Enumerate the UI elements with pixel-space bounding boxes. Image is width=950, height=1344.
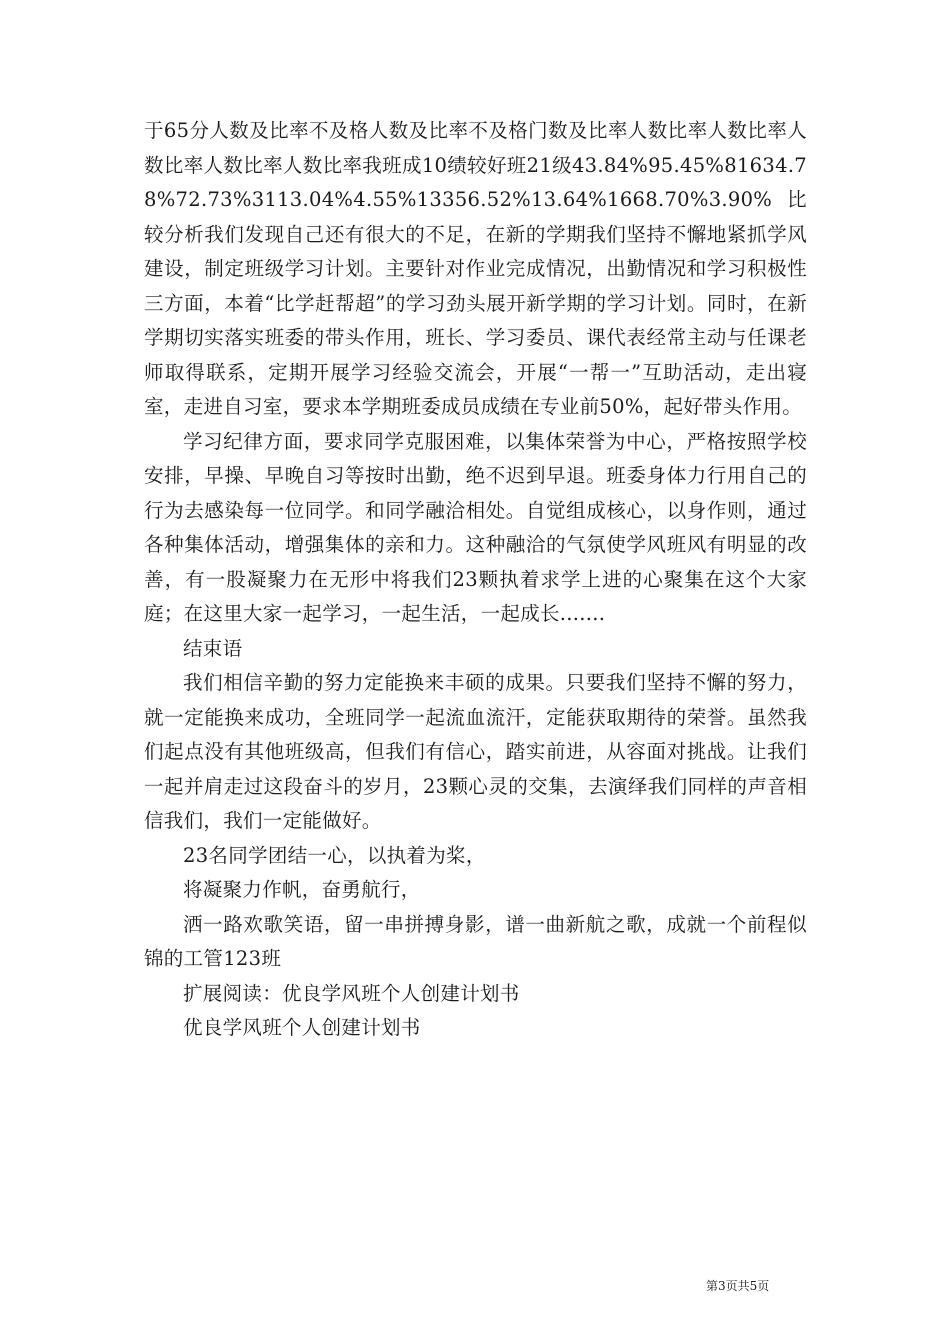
- section-heading-conclusion: 结束语: [183, 636, 243, 660]
- poem-line-3: 洒一路欢歌笑语，留一串拼搏身影，谱一曲新航之歌，成就一个前程似锦的工管123班: [144, 912, 807, 970]
- poem-line-1: 23名同学团结一心，以执着为桨，: [183, 843, 486, 867]
- page-number-footer: 第3页共5页: [706, 1279, 770, 1293]
- document-body: [144, 114, 807, 1046]
- paragraph-conclusion: 我们相信辛勤的努力定能换来丰硕的成果。只要我们坚持不懈的努力，就一定能换来成功，全班同学一起流血流汗，定能获取期待的荣誉。虽然我们起点没有其他班级高，但我们有信心，踏实前进，从容面对挑战。让我们一起并肩走过这段奋斗的岁月，23颗心灵的交集，去演绎我们同样的声音相信我们，我们一定能做好。: [144, 671, 807, 832]
- poem-line-2: 将凝聚力作帆，奋勇航行，: [183, 878, 421, 901]
- paragraph-statistics: 于65分人数及比率不及格人数及比率不及格门数及比率人数比率人数比率人数比率人数比率人数比率我班成10绩较好班21级43.84%95.45%81634.78%72.73%3113.04%4.55%13356.52%13.64%1668.70%3.90%比较分析我们发现自己还有很大的不足，在新的学期我们坚持不懈地紧抓学风建设，制定班级学习计划。主要针对作业完成情况，出勤情况和学习积极性三方面，本着“比学赶帮超”的学习劲头展开新学期的学习计划。同时，在新学期切实落实班委的带头作用，班长、学习委员、课代表经常主动与任课老师取得联系，定期开展学习经验交流会，开展“一帮一”互助活动，走出寝室，走进自习室，要求本学期班委成员成绩在专业前50%，起好带头作用。: [144, 119, 807, 418]
- extended-reading-title: 优良学风班个人创建计划书: [183, 1016, 421, 1039]
- paragraph-study-discipline: 学习纪律方面，要求同学克服困难，以集体荣誉为中心，严格按照学校安排，早操、早晚自习等按时出勤，绝不迟到早退。班委身体力行用自己的行为去感染每一位同学。和同学融洽相处。自觉组成核心，以身作则，通过各种集体活动，增强集体的亲和力。这种融洽的气氛使学风班风有明显的改善，有一股凝聚力在无形中将我们23颗执着求学上进的心聚集在这个大家庭；在这里大家一起学习，一起生活，一起成长.......: [144, 429, 807, 625]
- extended-reading-label: 扩展阅读：优良学风班个人创建计划书: [183, 981, 520, 1005]
